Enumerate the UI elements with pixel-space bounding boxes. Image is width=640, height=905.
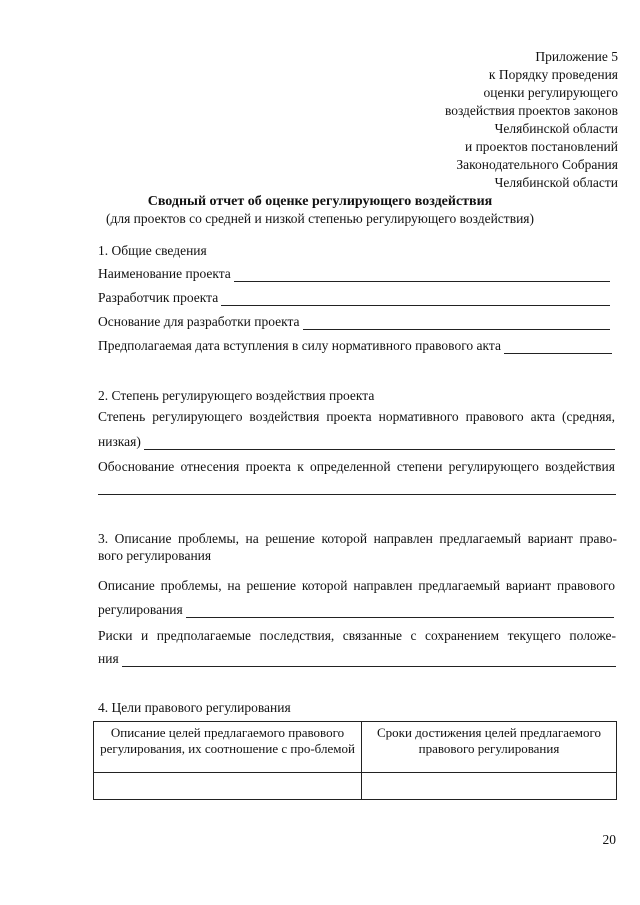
fill-line[interactable]: [144, 436, 615, 450]
effective-date-field[interactable]: [98, 338, 612, 354]
field-label: Наименование проекта: [98, 266, 231, 281]
field-label: регулирования: [98, 602, 183, 617]
field-label: ния: [98, 651, 119, 666]
problem-field[interactable]: [98, 602, 614, 618]
fill-line[interactable]: [98, 494, 616, 495]
table-header-row: [94, 722, 617, 773]
table-cell[interactable]: [94, 773, 362, 800]
appendix-line: Челябинской области: [494, 175, 618, 190]
appendix-line: Приложение 5: [535, 49, 618, 64]
fill-line[interactable]: [186, 604, 614, 618]
basis-field[interactable]: [98, 314, 610, 330]
fill-line[interactable]: [122, 653, 616, 667]
section2-heading: 2. Степень регулирующего воздействия проекта: [98, 388, 375, 403]
risks-field[interactable]: [98, 651, 616, 667]
field-label: Разработчик проекта: [98, 290, 219, 305]
justification-text: Обоснование отнесения проекта к определенной степени регулирующего воздействия: [98, 459, 615, 474]
report-title: Сводный отчет об оценке регулирующего воздействия: [147, 194, 493, 209]
appendix-block: [445, 48, 618, 192]
degree-field[interactable]: [98, 434, 615, 450]
fill-line[interactable]: [504, 340, 612, 354]
table-header-cell: Сроки достижения целей предлагаемого правового регулирования: [362, 722, 617, 773]
report-subtitle: (для проектов со средней и низкой степенью регулирующего воздействия): [106, 211, 534, 226]
appendix-line: оценки регулирующего: [483, 85, 618, 100]
section1-heading: 1. Общие сведения: [98, 243, 207, 258]
risks-text: Риски и предполагаемые последствия, связанные с сохранением текущего положе-: [98, 628, 616, 643]
fill-line[interactable]: [234, 268, 610, 282]
degree-text: Степень регулирующего воздействия проекта нормативного правового акта (средняя,: [98, 409, 615, 424]
developer-field[interactable]: [98, 290, 610, 306]
project-name-field[interactable]: [98, 266, 610, 282]
page-number: 20: [602, 832, 616, 847]
appendix-line: к Порядку проведения: [488, 67, 618, 82]
section4-heading: 4. Цели правового регулирования: [98, 700, 291, 715]
field-label: Основание для разработки проекта: [98, 314, 300, 329]
fill-line[interactable]: [303, 316, 610, 330]
table-row: [94, 773, 617, 800]
appendix-line: Законодательного Собрания: [456, 157, 618, 172]
section3-heading: 3. Описание проблемы, на решение которой направлен предлагаемый вариант право-: [98, 531, 617, 546]
field-label: Предполагаемая дата вступления в силу нормативного правового акта: [98, 338, 501, 353]
appendix-line: Челябинской области: [494, 121, 618, 136]
field-label: низкая): [98, 434, 141, 449]
section3-heading-cont: вого регулирования: [98, 548, 212, 563]
table-cell[interactable]: [362, 773, 617, 800]
table-header-cell: Описание целей предлагаемого правового регулирования, их соотношение с про-блемой: [94, 722, 362, 773]
appendix-line: воздействия проектов законов: [444, 103, 618, 118]
appendix-line: и проектов постановлений: [464, 139, 618, 154]
problem-text: Описание проблемы, на решение которой направлен предлагаемый вариант правового: [98, 578, 615, 593]
goals-table: [93, 721, 617, 800]
fill-line[interactable]: [221, 292, 610, 306]
